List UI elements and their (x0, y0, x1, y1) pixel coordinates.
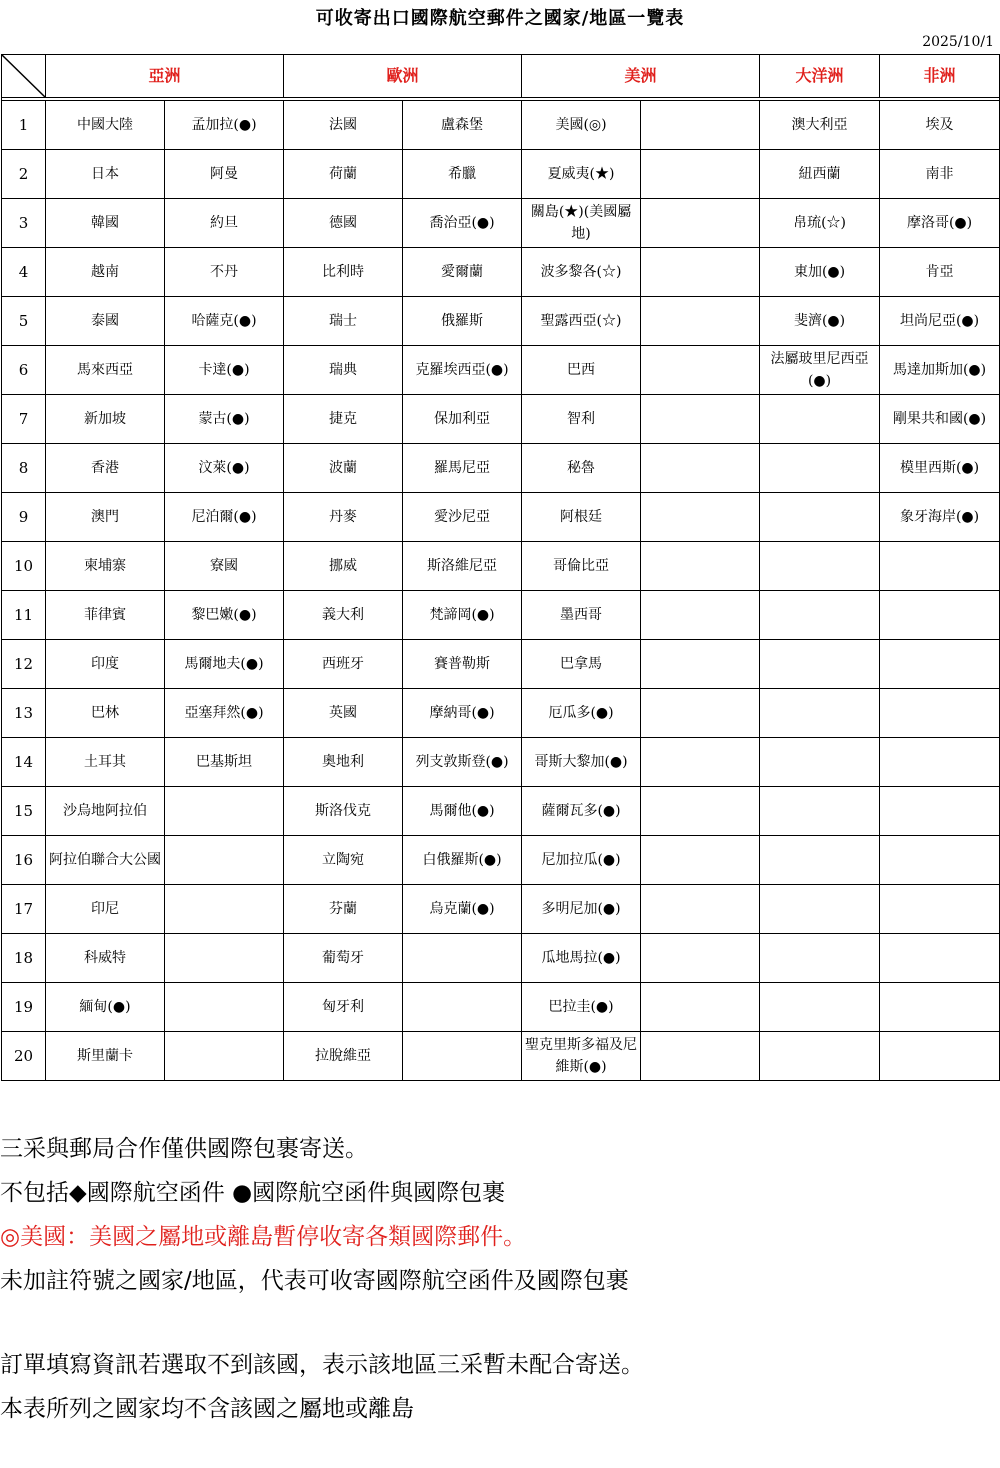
americas-col-2-cell (641, 150, 760, 199)
europe-col-2-cell: 愛沙尼亞 (403, 493, 522, 542)
europe-col-2-cell: 賽普勒斯 (403, 640, 522, 689)
row-number-cell: 9 (2, 493, 46, 542)
africa-col-cell (880, 591, 1000, 640)
africa-col-cell (880, 836, 1000, 885)
europe-col-1-cell: 比利時 (284, 248, 403, 297)
africa-col-cell: 坦尚尼亞(●) (880, 297, 1000, 346)
africa-col-cell: 埃及 (880, 101, 1000, 150)
row-number-cell: 7 (2, 395, 46, 444)
americas-col-2-cell (641, 689, 760, 738)
europe-col-1-cell: 奧地利 (284, 738, 403, 787)
europe-col-2-cell: 克羅埃西亞(●) (403, 346, 522, 395)
africa-col-cell: 肯亞 (880, 248, 1000, 297)
row-number-cell: 15 (2, 787, 46, 836)
americas-col-1-cell: 瓜地馬拉(●) (522, 934, 641, 983)
corner-cell (2, 55, 46, 98)
americas-col-2-cell (641, 885, 760, 934)
oceania-col-cell (760, 591, 880, 640)
page-title: 可收寄出口國際航空郵件之國家/地區一覽表 (315, 8, 685, 29)
asia-col-1-cell: 越南 (46, 248, 165, 297)
row-number-cell: 8 (2, 444, 46, 493)
africa-col-cell: 南非 (880, 150, 1000, 199)
oceania-col-cell (760, 836, 880, 885)
table-row (2, 738, 1000, 787)
asia-col-1-cell: 馬來西亞 (46, 346, 165, 395)
oceania-col-cell: 東加(●) (760, 248, 880, 297)
asia-col-1-cell: 印尼 (46, 885, 165, 934)
table-row (2, 395, 1000, 444)
asia-col-2-cell (165, 885, 284, 934)
europe-col-1-cell: 法國 (284, 101, 403, 150)
europe-col-2-cell: 烏克蘭(●) (403, 885, 522, 934)
table-row (2, 836, 1000, 885)
table-row (2, 591, 1000, 640)
africa-col-cell (880, 689, 1000, 738)
americas-col-1-cell: 秘魯 (522, 444, 641, 493)
asia-col-1-cell: 澳門 (46, 493, 165, 542)
oceania-col-cell (760, 542, 880, 591)
europe-col-1-cell: 西班牙 (284, 640, 403, 689)
asia-col-2-cell: 寮國 (165, 542, 284, 591)
europe-col-1-cell: 丹麥 (284, 493, 403, 542)
row-number-cell: 3 (2, 199, 46, 248)
region-header-row (2, 55, 1000, 98)
asia-col-1-cell: 緬甸(●) (46, 983, 165, 1032)
europe-col-1-cell: 瑞士 (284, 297, 403, 346)
americas-col-2-cell (641, 738, 760, 787)
europe-col-2-cell: 白俄羅斯(●) (403, 836, 522, 885)
row-number-cell: 2 (2, 150, 46, 199)
americas-col-2-cell (641, 591, 760, 640)
americas-col-2-cell (641, 444, 760, 493)
row-number-cell: 17 (2, 885, 46, 934)
americas-col-2-cell (641, 640, 760, 689)
americas-col-1-cell: 巴拉圭(●) (522, 983, 641, 1032)
europe-col-2-cell (403, 1032, 522, 1081)
africa-col-cell (880, 1032, 1000, 1081)
table-row (2, 346, 1000, 395)
asia-col-1-cell: 科威特 (46, 934, 165, 983)
asia-col-1-cell: 土耳其 (46, 738, 165, 787)
diagonal-line-icon (2, 55, 45, 97)
table-row (2, 689, 1000, 738)
asia-col-1-cell: 香港 (46, 444, 165, 493)
asia-col-2-cell (165, 787, 284, 836)
africa-col-cell: 模里西斯(●) (880, 444, 1000, 493)
table-row (2, 934, 1000, 983)
americas-col-2-cell (641, 787, 760, 836)
table-row (2, 983, 1000, 1032)
asia-col-2-cell: 阿曼 (165, 150, 284, 199)
asia-col-2-cell: 約旦 (165, 199, 284, 248)
row-number-cell: 16 (2, 836, 46, 885)
oceania-col-cell (760, 787, 880, 836)
americas-col-2-cell (641, 101, 760, 150)
asia-col-2-cell: 馬爾地夫(●) (165, 640, 284, 689)
region-americas: 美洲 (522, 55, 760, 98)
oceania-col-cell (760, 885, 880, 934)
americas-col-2-cell (641, 346, 760, 395)
europe-col-2-cell: 列支敦斯登(●) (403, 738, 522, 787)
table-row (2, 542, 1000, 591)
row-number-cell: 6 (2, 346, 46, 395)
africa-col-cell (880, 885, 1000, 934)
africa-col-cell (880, 640, 1000, 689)
americas-col-1-cell: 智利 (522, 395, 641, 444)
region-oceania: 大洋洲 (760, 55, 880, 98)
americas-col-1-cell: 多明尼加(●) (522, 885, 641, 934)
europe-col-1-cell: 芬蘭 (284, 885, 403, 934)
note-line-2: 不包括◆國際航空函件 ●國際航空函件與國際包裹 (0, 1180, 506, 1206)
region-africa: 非洲 (880, 55, 1000, 98)
americas-col-1-cell: 哥倫比亞 (522, 542, 641, 591)
asia-col-1-cell: 印度 (46, 640, 165, 689)
americas-col-1-cell: 墨西哥 (522, 591, 641, 640)
europe-col-2-cell (403, 934, 522, 983)
oceania-col-cell (760, 640, 880, 689)
asia-col-2-cell: 巴基斯坦 (165, 738, 284, 787)
europe-col-2-cell: 斯洛維尼亞 (403, 542, 522, 591)
europe-col-1-cell: 德國 (284, 199, 403, 248)
americas-col-1-cell: 巴拿馬 (522, 640, 641, 689)
africa-col-cell: 摩洛哥(●) (880, 199, 1000, 248)
europe-col-2-cell: 摩納哥(●) (403, 689, 522, 738)
americas-col-1-cell: 尼加拉瓜(●) (522, 836, 641, 885)
asia-col-2-cell: 汶萊(●) (165, 444, 284, 493)
africa-col-cell (880, 738, 1000, 787)
asia-col-1-cell: 阿拉伯聯合大公國 (46, 836, 165, 885)
table-row (2, 640, 1000, 689)
europe-col-1-cell: 拉脫維亞 (284, 1032, 403, 1081)
row-number-cell: 18 (2, 934, 46, 983)
americas-col-2-cell (641, 1032, 760, 1081)
americas-col-2-cell (641, 983, 760, 1032)
row-number-cell: 13 (2, 689, 46, 738)
americas-col-2-cell (641, 297, 760, 346)
europe-col-2-cell: 羅馬尼亞 (403, 444, 522, 493)
americas-col-1-cell: 阿根廷 (522, 493, 641, 542)
americas-col-2-cell (641, 248, 760, 297)
americas-col-1-cell: 哥斯大黎加(●) (522, 738, 641, 787)
americas-col-1-cell: 薩爾瓦多(●) (522, 787, 641, 836)
asia-col-1-cell: 沙烏地阿拉伯 (46, 787, 165, 836)
americas-col-1-cell: 厄瓜多(●) (522, 689, 641, 738)
africa-col-cell: 象牙海岸(●) (880, 493, 1000, 542)
table-row (2, 1032, 1000, 1081)
europe-col-1-cell: 挪威 (284, 542, 403, 591)
oceania-col-cell (760, 934, 880, 983)
note-line-6: 本表所列之國家均不含該國之屬地或離島 (0, 1396, 414, 1422)
europe-col-1-cell: 波蘭 (284, 444, 403, 493)
oceania-col-cell (760, 689, 880, 738)
europe-col-2-cell: 喬治亞(●) (403, 199, 522, 248)
africa-col-cell (880, 983, 1000, 1032)
asia-col-1-cell: 柬埔寨 (46, 542, 165, 591)
europe-col-1-cell: 荷蘭 (284, 150, 403, 199)
asia-col-2-cell (165, 983, 284, 1032)
row-number-cell: 10 (2, 542, 46, 591)
table-row (2, 885, 1000, 934)
table-row (2, 150, 1000, 199)
americas-col-1-cell: 波多黎各(☆) (522, 248, 641, 297)
table-row (2, 444, 1000, 493)
americas-col-1-cell: 巴西 (522, 346, 641, 395)
africa-col-cell (880, 542, 1000, 591)
note-line-4: 未加註符號之國家/地區，代表可收寄國際航空函件及國際包裹 (0, 1268, 629, 1294)
europe-col-2-cell: 梵諦岡(●) (403, 591, 522, 640)
asia-col-2-cell: 蒙古(●) (165, 395, 284, 444)
asia-col-2-cell: 尼泊爾(●) (165, 493, 284, 542)
asia-col-1-cell: 巴林 (46, 689, 165, 738)
row-number-cell: 14 (2, 738, 46, 787)
africa-col-cell (880, 787, 1000, 836)
oceania-col-cell: 法屬玻里尼西亞(●) (760, 346, 880, 395)
americas-col-1-cell: 美國(◎) (522, 101, 641, 150)
europe-col-2-cell (403, 983, 522, 1032)
oceania-col-cell (760, 1032, 880, 1081)
americas-col-2-cell (641, 542, 760, 591)
asia-col-1-cell: 新加坡 (46, 395, 165, 444)
europe-col-1-cell: 義大利 (284, 591, 403, 640)
europe-col-1-cell: 瑞典 (284, 346, 403, 395)
europe-col-1-cell: 斯洛伐克 (284, 787, 403, 836)
row-number-cell: 19 (2, 983, 46, 1032)
table-row (2, 248, 1000, 297)
europe-col-1-cell: 捷克 (284, 395, 403, 444)
americas-col-1-cell: 聖露西亞(☆) (522, 297, 641, 346)
oceania-col-cell (760, 395, 880, 444)
table-row (2, 101, 1000, 150)
americas-col-1-cell: 聖克里斯多福及尼維斯(●) (522, 1032, 641, 1081)
row-number-cell: 4 (2, 248, 46, 297)
europe-col-2-cell: 愛爾蘭 (403, 248, 522, 297)
asia-col-2-cell: 黎巴嫩(●) (165, 591, 284, 640)
asia-col-2-cell: 哈薩克(●) (165, 297, 284, 346)
asia-col-2-cell: 亞塞拜然(●) (165, 689, 284, 738)
europe-col-2-cell: 俄羅斯 (403, 297, 522, 346)
region-asia: 亞洲 (46, 55, 284, 98)
americas-col-2-cell (641, 493, 760, 542)
oceania-col-cell (760, 444, 880, 493)
asia-col-2-cell (165, 1032, 284, 1081)
americas-col-1-cell: 關島(★)(美國屬地) (522, 199, 641, 248)
oceania-col-cell: 帛琉(☆) (760, 199, 880, 248)
asia-col-1-cell: 菲律賓 (46, 591, 165, 640)
africa-col-cell: 剛果共和國(●) (880, 395, 1000, 444)
oceania-col-cell (760, 738, 880, 787)
europe-col-2-cell: 希臘 (403, 150, 522, 199)
region-europe: 歐洲 (284, 55, 522, 98)
europe-col-1-cell: 葡萄牙 (284, 934, 403, 983)
oceania-col-cell: 斐濟(●) (760, 297, 880, 346)
table-row (2, 199, 1000, 248)
row-number-cell: 5 (2, 297, 46, 346)
asia-col-2-cell: 不丹 (165, 248, 284, 297)
americas-col-2-cell (641, 934, 760, 983)
africa-col-cell (880, 934, 1000, 983)
americas-col-2-cell (641, 199, 760, 248)
table-row (2, 493, 1000, 542)
table-row (2, 787, 1000, 836)
note-line-1: 三采與郵局合作僅供國際包裹寄送。 (0, 1136, 368, 1162)
asia-col-1-cell: 日本 (46, 150, 165, 199)
asia-col-1-cell: 中國大陸 (46, 101, 165, 150)
row-number-cell: 12 (2, 640, 46, 689)
americas-col-2-cell (641, 836, 760, 885)
americas-col-2-cell (641, 395, 760, 444)
table-row (2, 297, 1000, 346)
oceania-col-cell (760, 493, 880, 542)
asia-col-1-cell: 斯里蘭卡 (46, 1032, 165, 1081)
asia-col-2-cell (165, 836, 284, 885)
americas-col-1-cell: 夏威夷(★) (522, 150, 641, 199)
europe-col-1-cell: 英國 (284, 689, 403, 738)
note-line-3: ◎美國：美國之屬地或離島暫停收寄各類國際郵件。 (0, 1224, 527, 1250)
asia-col-2-cell (165, 934, 284, 983)
row-number-cell: 20 (2, 1032, 46, 1081)
row-number-cell: 1 (2, 101, 46, 150)
row-number-cell: 11 (2, 591, 46, 640)
country-table (1, 54, 1000, 1081)
oceania-col-cell: 澳大利亞 (760, 101, 880, 150)
asia-col-1-cell: 泰國 (46, 297, 165, 346)
europe-col-1-cell: 立陶宛 (284, 836, 403, 885)
europe-col-2-cell: 保加利亞 (403, 395, 522, 444)
oceania-col-cell (760, 983, 880, 1032)
issue-date: 2025/10/1 (922, 34, 994, 50)
africa-col-cell: 馬達加斯加(●) (880, 346, 1000, 395)
oceania-col-cell: 紐西蘭 (760, 150, 880, 199)
note-line-5: 訂單填寫資訊若選取不到該國，表示該地區三采暫未配合寄送。 (0, 1352, 644, 1378)
europe-col-2-cell: 馬爾他(●) (403, 787, 522, 836)
europe-col-2-cell: 盧森堡 (403, 101, 522, 150)
europe-col-1-cell: 匈牙利 (284, 983, 403, 1032)
asia-col-2-cell: 卡達(●) (165, 346, 284, 395)
asia-col-2-cell: 孟加拉(●) (165, 101, 284, 150)
asia-col-1-cell: 韓國 (46, 199, 165, 248)
